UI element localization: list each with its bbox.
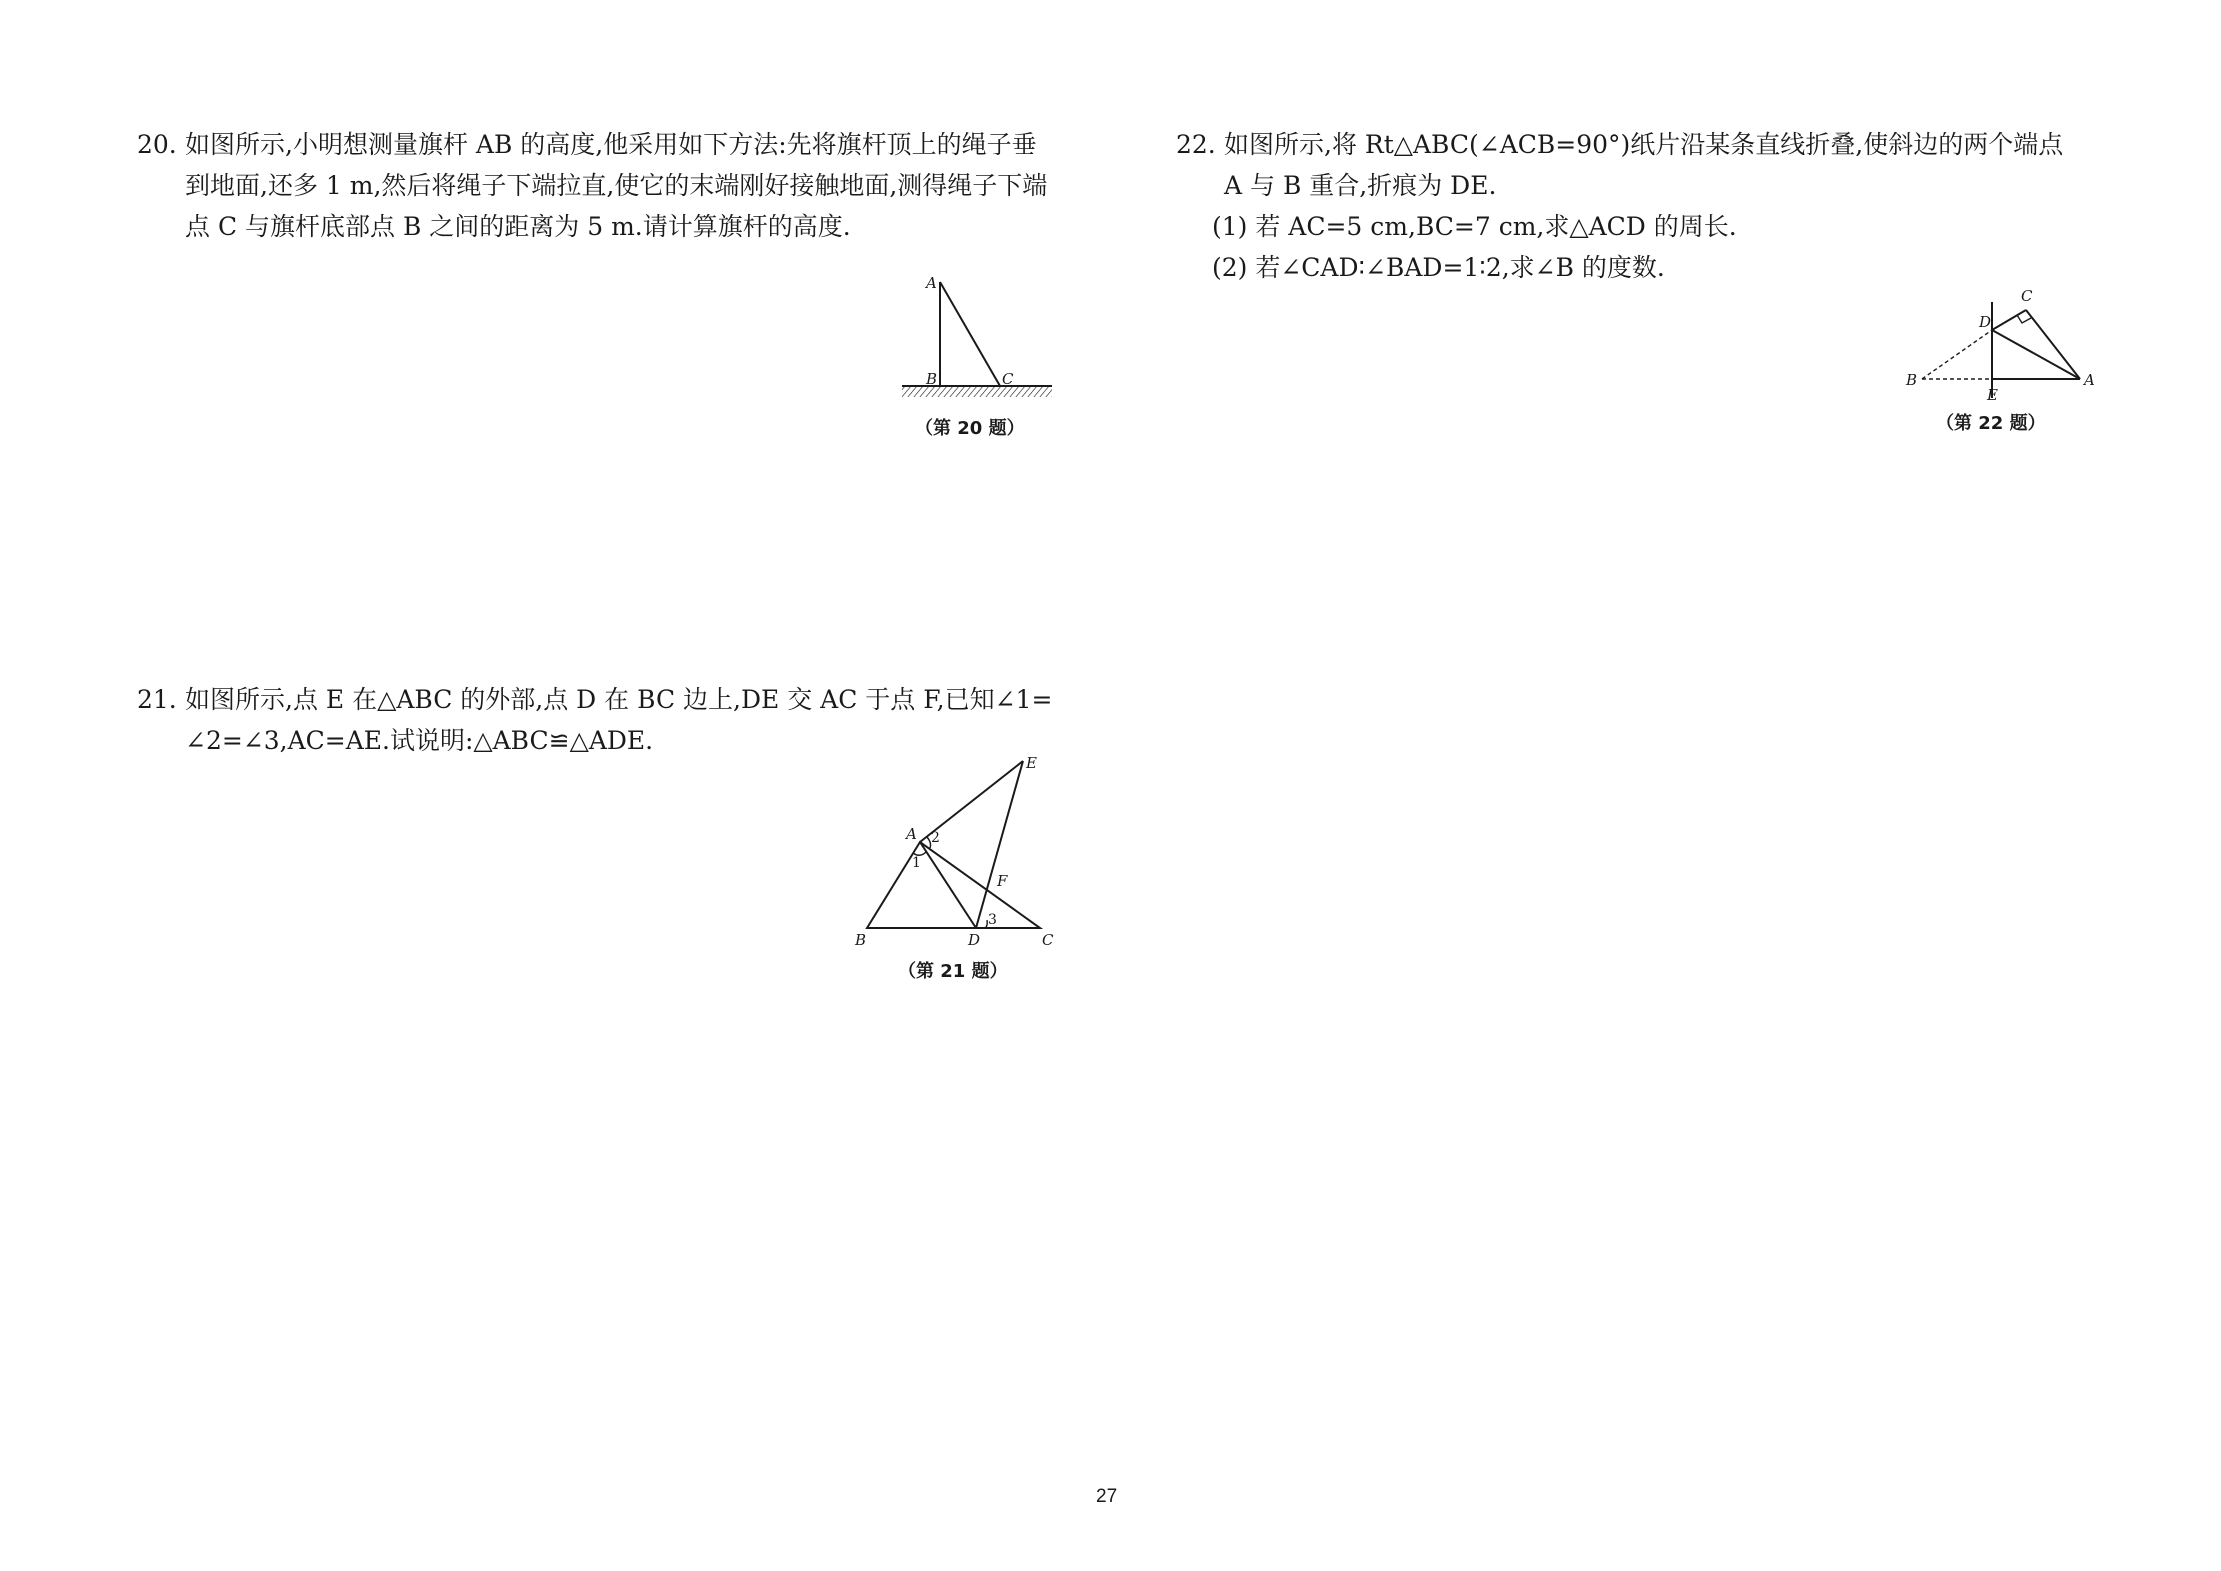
segment-ad: [920, 842, 976, 928]
problem-22-sub-2: (2) 若∠CAD∶∠BAD=1∶2,求∠B 的度数.: [1212, 253, 1665, 282]
page-number: 27: [1096, 1486, 1118, 1507]
problem-22: [1176, 124, 2063, 288]
caption-20: （第 20 题）: [915, 418, 1025, 439]
angle-1-label: 1: [912, 855, 921, 871]
label-c: C: [1002, 370, 1014, 388]
problem-20-line-2: 到地面,还多 1 m,然后将绳子下端拉直,使它的末端刚好接触地面,测得绳子下端: [185, 171, 1048, 200]
label-e: E: [1987, 386, 1998, 404]
problem-20-number: 20.: [137, 130, 177, 159]
angle-2-label: 2: [931, 830, 940, 846]
angle-3-arc: [985, 920, 987, 928]
figure-22: [1895, 280, 2105, 410]
segment-da: [1992, 330, 2080, 379]
angle-3-label: 3: [988, 912, 997, 928]
problem-22-line-1: 22. 如图所示,将 Rt△ABC(∠ACB=90°)纸片沿某条直线折叠,使斜边的两个端点: [1176, 124, 2063, 165]
ground-hatch: [902, 386, 1052, 397]
problem-21-number: 21.: [137, 685, 177, 714]
label-d: D: [968, 931, 981, 949]
problem-21-line-1: 21. 如图所示,点 E 在△ABC 的外部,点 D 在 BC 边上,DE 交 AC 于点 F,已知∠1=: [137, 679, 1052, 720]
problem-22-line-2: A 与 B 重合,折痕为 DE.: [1224, 171, 1497, 200]
label-a: A: [2084, 371, 2095, 389]
label-c: C: [1042, 931, 1054, 949]
rope-ac: [940, 282, 1000, 386]
label-e: E: [1026, 754, 1037, 772]
figure-21: [850, 750, 1070, 950]
label-b: B: [926, 370, 938, 388]
problem-20-line-1: 20. 如图所示,小明想测量旗杆 AB 的高度,他采用如下方法:先将旗杆顶上的绳子垂: [137, 124, 1047, 165]
figure-20: [900, 270, 1060, 405]
label-a: A: [926, 274, 937, 292]
label-c: C: [2021, 287, 2033, 305]
right-angle-mark: [2017, 315, 2031, 323]
problem-22-sub-1: (1) 若 AC=5 cm,BC=7 cm,求△ACD 的周长.: [1212, 212, 1737, 241]
triangle-abc: [867, 842, 1040, 928]
label-d: D: [1979, 313, 1992, 331]
label-b: B: [1906, 371, 1918, 389]
caption-22: （第 22 题）: [1936, 413, 2046, 434]
problem-22-number: 22.: [1176, 130, 1216, 159]
segment-ca: [2026, 310, 2080, 379]
problem-21-line-2: ∠2=∠3,AC=AE.试说明:△ABC≌△ADE.: [185, 726, 654, 755]
problem-20-line-3: 点 C 与旗杆底部点 B 之间的距离为 5 m.请计算旗杆的高度.: [185, 212, 851, 241]
label-b: B: [855, 931, 867, 949]
segment-de: [976, 761, 1023, 928]
segment-bd-dashed: [1922, 330, 1992, 379]
problem-21: [137, 679, 1052, 761]
caption-21: （第 21 题）: [898, 961, 1008, 982]
label-a: A: [906, 825, 917, 843]
label-f: F: [997, 872, 1008, 890]
problem-20: [137, 124, 1047, 247]
